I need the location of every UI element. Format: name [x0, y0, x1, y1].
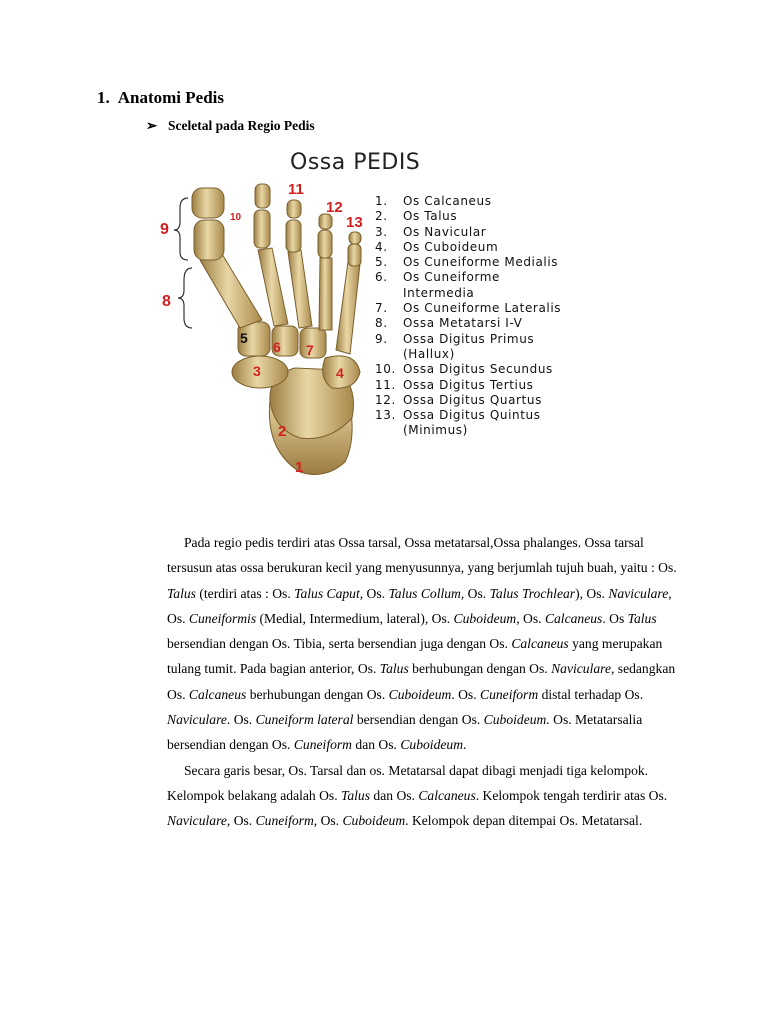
italic-term: Talus Trochlear [489, 585, 576, 601]
subsection-title: Sceletal pada Regio Pedis [168, 118, 315, 133]
bone-label-11: 11 [288, 181, 304, 198]
legend-text: Ossa Digitus Primus [403, 331, 535, 346]
legend-item [375, 393, 561, 408]
text-run: berhubungan dengan Os. [246, 686, 389, 702]
legend-text: Os Cuboideum [403, 239, 499, 254]
bone-label-8: 8 [162, 293, 171, 310]
section-title: Anatomi Pedis [117, 88, 224, 107]
legend-number: 12. [375, 392, 396, 407]
body-paragraph [167, 758, 687, 834]
legend-text: Ossa Digitus Tertius [403, 377, 534, 392]
text-run: dan Os. [370, 787, 419, 803]
hallux-distal-bone [192, 188, 224, 218]
text-run: Pada regio pedis terdiri atas Ossa tarsal, Ossa metatarsal,Ossa phalanges. Ossa tarsal tersusun atas ossa berukuran kecil yang menyusunnya, yang berjumlah tujuh buah, yaitu : Os. [167, 535, 677, 576]
italic-term: Calcaneus [188, 686, 247, 702]
italic-term: Naviculare [167, 712, 227, 728]
text-run: (Medial, Intermedium, lateral), Os. [256, 610, 454, 626]
legend-item [375, 378, 561, 393]
text-run: berhubungan dengan Os. [408, 661, 552, 677]
body-text [167, 530, 687, 834]
text-run: bersendian dengan Os. [353, 712, 484, 728]
toe-4-proximal-bone [318, 230, 332, 258]
italic-term: Talus Caput, [294, 585, 364, 601]
text-run: . Os [602, 610, 628, 626]
section-number: 1. [97, 88, 110, 107]
legend-number: 8. [375, 316, 388, 331]
italic-term: Calcaneus [544, 610, 603, 626]
legend-text-continuation: (Minimus) [403, 423, 468, 438]
figure-legend [375, 194, 561, 439]
legend-item [375, 316, 561, 331]
legend-text: Os Cuneiforme Medialis [403, 255, 559, 270]
arrow-bullet-icon: ➢ [146, 118, 158, 133]
legend-number: 4. [375, 239, 388, 254]
text-run: Os. [363, 585, 389, 601]
legend-number: 5. [375, 255, 388, 270]
subsection-heading [146, 118, 315, 134]
legend-item [375, 255, 561, 270]
bone-label-3: 3 [253, 363, 261, 379]
legend-item [375, 270, 561, 285]
text-run: ), Os. [575, 585, 609, 601]
hallux-proximal-bone [194, 220, 224, 260]
bone-label-13: 13 [346, 214, 363, 231]
legend-item [375, 240, 561, 255]
legend-item [375, 332, 561, 347]
italic-term: Talus Collum, [388, 585, 465, 601]
text-run: Os. Metatarsalia bersendian dengan Os. [167, 712, 643, 753]
legend-text: Ossa Metatarsi I-V [403, 316, 523, 331]
italic-term: Cuboideum. [483, 712, 550, 728]
metatarsal-5-bone [336, 262, 360, 354]
italic-term: Cuneiform [255, 813, 314, 829]
italic-term: Cuboideum [388, 686, 452, 702]
text-run: Os. [167, 610, 189, 626]
legend-number: 6. [375, 270, 388, 285]
text-run: , Os. [226, 813, 256, 829]
metatarsal-4-bone [319, 258, 332, 330]
body-paragraph [167, 530, 687, 758]
italic-term: Naviculare [551, 661, 611, 677]
bone-label-10: 10 [230, 212, 242, 223]
legend-number: 11. [375, 377, 396, 392]
italic-term: Naviculare [167, 813, 227, 829]
legend-number: 2. [375, 209, 388, 224]
metatarsal-1-bone [200, 254, 262, 328]
bone-label-6: 6 [273, 339, 281, 355]
toe-2-distal-bone [255, 184, 270, 208]
brace-8 [178, 268, 192, 328]
italic-term: Cuneiformis [188, 610, 257, 626]
italic-term: Talus [167, 585, 196, 601]
toe-5-proximal-bone [348, 244, 361, 266]
metatarsal-3-bone [288, 250, 312, 328]
text-run: . Os. [226, 712, 256, 728]
italic-term: Cuneiform [480, 686, 539, 702]
italic-term: Calcaneus [418, 787, 476, 803]
legend-item [375, 362, 561, 377]
toe-5-distal-bone [349, 232, 361, 244]
italic-term: Cuboideum, [453, 610, 520, 626]
italic-term: Talus [627, 610, 657, 626]
text-run: . [463, 737, 467, 753]
brace-9 [174, 198, 188, 260]
toe-3-proximal-bone [286, 220, 301, 252]
italic-term: Talus [341, 787, 371, 803]
legend-text: Os Navicular [403, 224, 487, 239]
text-run: yang merupakan tulang tumit. Pada bagian anterior, Os. [167, 636, 663, 677]
legend-number: 3. [375, 224, 388, 239]
legend-item [375, 209, 561, 224]
text-run: , Os. [313, 813, 343, 829]
legend-text: Os Cuneiforme [403, 270, 500, 285]
toe-2-proximal-bone [254, 210, 270, 248]
legend-number: 1. [375, 194, 388, 208]
italic-term: Cuneiform lateral [255, 712, 354, 728]
legend-number: 13. [375, 408, 396, 423]
legend-text: Os Talus [403, 209, 458, 224]
figure-title: Ossa PEDIS [290, 150, 421, 175]
text-run: , sedangkan Os. [167, 661, 676, 702]
bone-label-7: 7 [306, 342, 314, 358]
legend-item [375, 225, 561, 240]
legend-number: 10. [375, 362, 396, 377]
section-heading [97, 88, 224, 108]
bone-label-1: 1 [295, 459, 304, 476]
legend-text: Ossa Digitus Secundus [403, 362, 553, 377]
italic-term: Talus [379, 661, 409, 677]
text-run: Secara garis besar, Os. Tarsal dan os. Metatarsal dapat dibagi menjadi tiga kelompok. Kelompok belakang adalah Os. [167, 762, 649, 803]
text-run: Os. [464, 585, 490, 601]
bone-label-12: 12 [326, 199, 343, 216]
legend-text: Os Cuneiforme Lateralis [403, 301, 562, 316]
text-run: bersendian dengan Os. Tibia, serta bersendian juga dengan Os. [167, 636, 512, 652]
bone-label-2: 2 [278, 423, 287, 440]
text-run: dan Os. [352, 737, 401, 753]
legend-text-continuation: Intermedia [403, 285, 475, 300]
toe-4-distal-bone [319, 214, 332, 229]
metatarsal-2-bone [258, 248, 288, 326]
italic-term: Cuboideum [342, 813, 406, 829]
legend-item [375, 194, 561, 209]
legend-item [375, 301, 561, 316]
text-run: distal terhadap Os. [538, 686, 644, 702]
text-run: Os. [519, 610, 545, 626]
italic-term: Cuneiform [293, 737, 352, 753]
toe-3-distal-bone [287, 200, 301, 218]
italic-term: Cuboideum [400, 737, 464, 753]
bone-label-9: 9 [160, 221, 169, 238]
italic-term: Calcaneus [511, 636, 569, 652]
italic-term: Naviculare, [608, 585, 672, 601]
bone-label-5: 5 [240, 330, 248, 346]
text-run: . Os. [451, 686, 481, 702]
legend-text: Ossa Digitus Quartus [403, 392, 542, 407]
legend-text-continuation: (Hallux) [403, 346, 455, 361]
legend-text: Os Calcaneus [403, 194, 492, 208]
bone-label-4: 4 [336, 365, 344, 381]
text-run: . Kelompok tengah terdirir atas Os. [475, 787, 668, 803]
text-run: . Kelompok depan ditempai Os. Metatarsal. [405, 813, 643, 829]
legend-text: Ossa Digitus Quintus [403, 408, 541, 423]
legend-number: 7. [375, 301, 388, 316]
legend-number: 9. [375, 331, 388, 346]
text-run: (terdiri atas : Os. [195, 585, 295, 601]
legend-item [375, 408, 561, 423]
